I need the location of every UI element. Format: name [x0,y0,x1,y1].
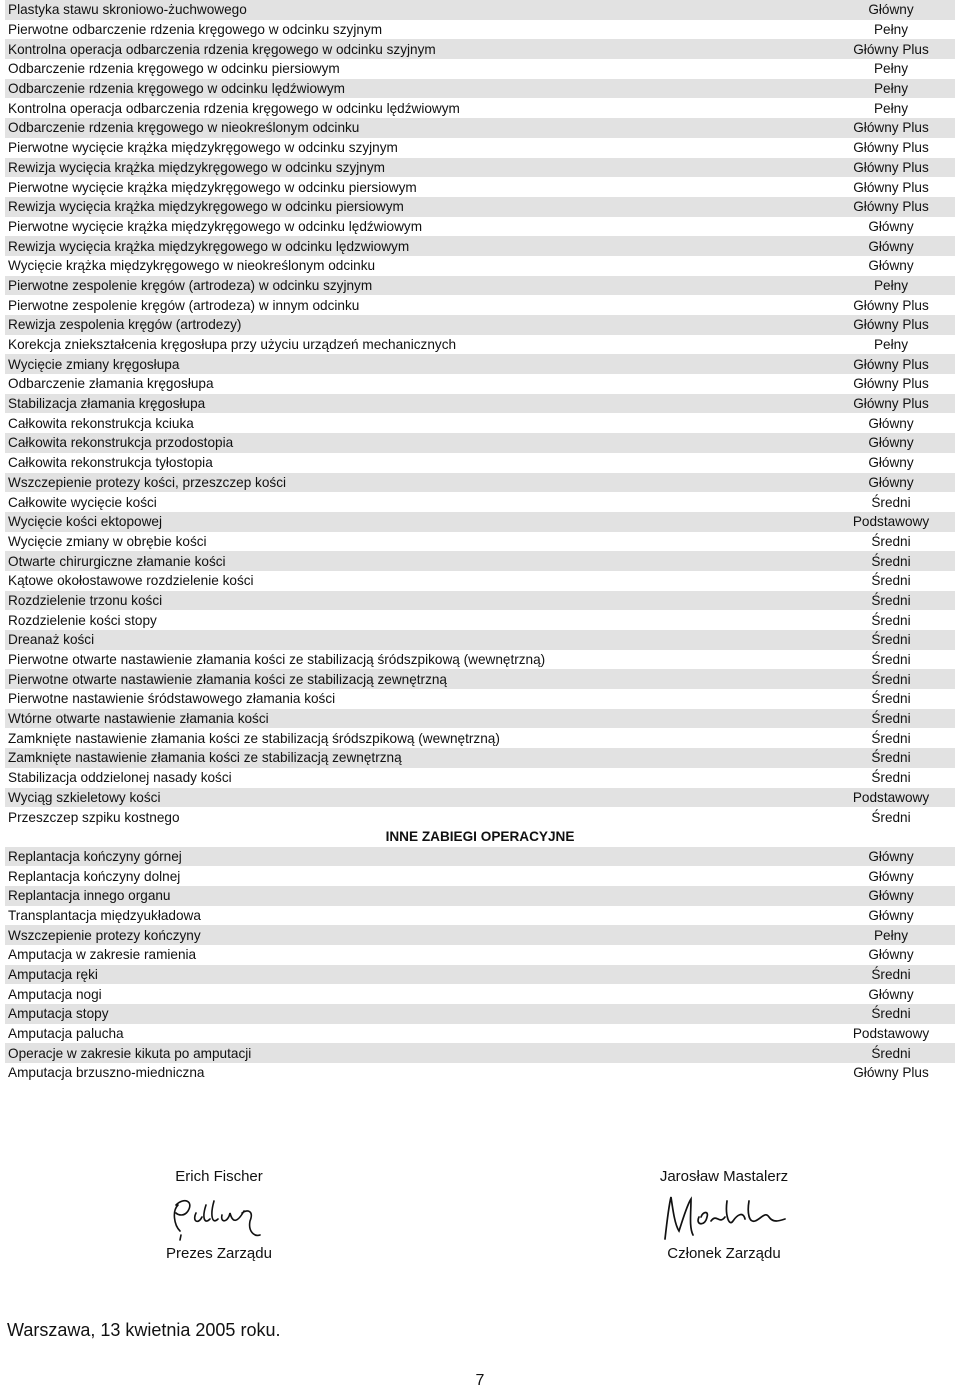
table-row [5,374,955,394]
procedure-name: Replantacja kończyny górnej [8,848,182,864]
procedure-name: Całkowite wycięcie kości [8,494,157,510]
procedure-category: Średni [871,671,911,687]
procedure-category: Pełny [873,22,908,38]
procedure-name: Kontrolna operacja odbarczenia rdzenia kręgowego w odcinku lędźwiowym [8,100,460,116]
procedure-category: Średni [871,770,911,786]
procedure-category: Główny Plus [853,159,929,175]
table-row [5,610,955,630]
table-row [5,532,955,552]
procedure-name: Amputacja ręki [8,967,98,983]
table-row [5,1024,955,1044]
procedures-table [5,0,955,1083]
table-row [5,650,955,670]
procedure-category: Podstawowy [852,789,930,805]
procedure-category: Główny [868,2,914,18]
procedure-name: Wyciąg szkieletowy kości [8,789,161,805]
table-row [5,177,955,197]
procedure-category: Główny [868,888,914,904]
table-row [5,39,955,59]
procedure-category: Główny Plus [853,297,929,313]
table-row [5,256,955,276]
procedure-name: Wycięcie krążka międzykręgowego w nieokreślonym odcinku [8,258,376,274]
table-row [5,866,955,886]
section-heading: INNE ZABIEGI OPERACYJNE [5,827,955,847]
procedure-name: Wszczepienie protezy kończyny [8,927,201,943]
procedure-name: Całkowita rekonstrukcja przodostopia [8,435,234,451]
procedure-name: Amputacja palucha [8,1026,124,1042]
table-row [5,906,955,926]
procedure-category: Główny Plus [853,140,929,156]
signer-name: Erich Fischer [175,1168,263,1185]
procedure-name: Amputacja stopy [8,1006,109,1022]
table-row [5,748,955,768]
procedure-name: Odbarczenie złamania kręgosłupa [8,376,214,392]
table-row [5,236,955,256]
procedure-name: Zamknięte nastawienie złamania kości ze stabilizacją śródszpikową (wewnętrzną) [8,730,500,746]
procedure-category: Średni [871,494,911,510]
table-row [5,945,955,965]
table-row [5,788,955,808]
procedure-name: Operacje w zakresie kikuta po amputacji [8,1045,252,1061]
procedure-name: Pierwotne wycięcie krążka międzykręgowego w odcinku lędźwiowym [8,218,423,234]
table-row [5,925,955,945]
procedure-name: Transplantacja międzyukładowa [8,907,201,923]
procedure-category: Główny Plus [853,1065,929,1081]
handwritten-signature [164,1191,274,1243]
procedure-name: Pierwotne otwarte nastawienie złamania kości ze stabilizacją śródszpikową (wewnętrzną) [8,652,546,668]
table-row [5,20,955,40]
procedure-category: Główny Plus [853,376,929,392]
procedure-category: Główny [868,986,914,1002]
table-row [5,276,955,296]
table-row [5,295,955,315]
procedure-category: Główny Plus [853,179,929,195]
procedure-name: Odbarczenie rdzenia kręgowego w nieokreślonym odcinku [8,120,360,136]
table-row [5,512,955,532]
procedure-category: Główny [868,435,914,451]
procedure-category: Pełny [873,337,908,353]
procedure-name: Rozdzielenie kości stopy [8,612,157,628]
procedure-category: Średni [871,612,911,628]
procedure-category: Główny [868,868,914,884]
procedure-category: Pełny [873,277,908,293]
procedure-category: Średni [871,632,911,648]
table-row [5,0,955,20]
procedure-name: Stabilizacja złamania kręgosłupa [8,396,206,412]
table-row [5,630,955,650]
procedure-category: Główny [868,474,914,490]
table-row [5,551,955,571]
procedure-category: Pełny [873,927,908,943]
procedure-category: Średni [871,592,911,608]
procedure-name: Amputacja brzuszno-miedniczna [8,1065,205,1081]
table-row [5,158,955,178]
place-and-date: Warszawa, 13 kwietnia 2005 roku. [7,1320,281,1340]
procedure-name: Wycięcie zmiany kręgosłupa [8,356,180,372]
procedure-name: Pierwotne wycięcie krążka międzykręgowego w odcinku szyjnym [8,140,398,156]
signer-role: Prezes Zarządu [166,1245,272,1262]
table-row [5,59,955,79]
procedure-category: Pełny [873,81,908,97]
procedure-category: Główny Plus [853,199,929,215]
table-row [5,768,955,788]
procedure-name: Całkowita rekonstrukcja kciuka [8,415,194,431]
procedure-category: Średni [871,1045,911,1061]
signature-block-left [109,1168,329,1262]
table-row [5,591,955,611]
procedure-name: Korekcja zniekształcenia kręgosłupa przy użyciu urządzeń mechanicznych [8,337,457,353]
procedure-name: Otwarte chirurgiczne złamanie kości [8,553,226,569]
table-row [5,79,955,99]
table-row [5,315,955,335]
procedure-category: Główny Plus [853,120,929,136]
signature-block-right [614,1168,834,1262]
procedure-name: Odbarczenie rdzenia kręgowego w odcinku lędźwiowym [8,81,345,97]
table-row [5,492,955,512]
procedure-category: Główny [868,455,914,471]
procedure-category: Główny [868,947,914,963]
table-row [5,689,955,709]
procedure-name: Wycięcie zmiany w obrębie kości [8,533,207,549]
table-row [5,1043,955,1063]
procedure-category: Główny Plus [853,396,929,412]
procedure-name: Replantacja kończyny dolnej [8,868,181,884]
procedure-category: Główny [868,848,914,864]
procedure-name: Rewizja zespolenia kręgów (artrodezy) [8,317,242,333]
table-row [5,847,955,867]
table-row [5,138,955,158]
procedure-name: Odbarczenie rdzenia kręgowego w odcinku piersiowym [8,61,340,77]
procedure-category: Główny Plus [853,41,929,57]
table-row [5,98,955,118]
table-row [5,197,955,217]
table-row [5,453,955,473]
procedure-name: Kontrolna operacja odbarczenia rdzenia kręgowego w odcinku szyjnym [8,41,436,57]
procedure-name: Pierwotne otwarte nastawienie złamania kości ze stabilizacją zewnętrzną [8,671,447,687]
table-row [5,413,955,433]
table-row [5,709,955,729]
table-row [5,886,955,906]
table-row [5,433,955,453]
procedure-name: Pierwotne odbarczenie rdzenia kręgowego w odcinku szyjnym [8,22,383,38]
procedure-category: Główny [868,218,914,234]
procedure-category: Średni [871,730,911,746]
handwritten-signature [659,1191,789,1243]
table-row [5,394,955,414]
table-row [5,1063,955,1083]
procedure-category: Średni [871,691,911,707]
procedure-name: Pierwotne zespolenie kręgów (artrodeza) w innym odcinku [8,297,360,313]
procedure-category: Średni [871,711,911,727]
procedure-category: Główny [868,258,914,274]
table-row [5,473,955,493]
table-row [5,965,955,985]
procedure-name: Pierwotne nastawienie śródstawowego złamania kości [8,691,336,707]
table-row [5,354,955,374]
table-row [5,807,955,827]
procedure-category: Średni [871,967,911,983]
table-row [5,118,955,138]
procedure-category: Główny [868,238,914,254]
procedure-name: Rewizja wycięcia krążka międzykręgowego w odcinku lędzwiowym [8,238,410,254]
table-row [5,728,955,748]
procedure-name: Zamknięte nastawienie złamania kości ze stabilizacją zewnętrzną [8,750,402,766]
procedure-name: Amputacja w zakresie ramienia [8,947,197,963]
procedure-name: Przeszczep szpiku kostnego [8,809,180,825]
procedure-category: Średni [871,573,911,589]
table-row [5,217,955,237]
procedure-category: Średni [871,809,911,825]
procedure-name: Pierwotne zespolenie kręgów (artrodeza) w odcinku szyjnym [8,277,373,293]
signer-role: Członek Zarządu [667,1245,781,1262]
page-number: 7 [475,1372,485,1389]
procedure-category: Pełny [873,100,908,116]
signer-name: Jarosław Mastalerz [659,1168,789,1185]
procedure-category: Podstawowy [852,514,930,530]
procedure-name: Wtórne otwarte nastawienie złamania kości [8,711,269,727]
procedure-name: Amputacja nogi [8,986,102,1002]
procedure-name: Całkowita rekonstrukcja tyłostopia [8,455,213,471]
procedure-name: Rozdzielenie trzonu kości [8,592,163,608]
table-row [5,571,955,591]
procedure-name: Rewizja wycięcia krążka międzykręgowego w odcinku szyjnym [8,159,385,175]
procedure-name: Wszczepienie protezy kości, przeszczep kości [8,474,287,490]
procedure-category: Główny Plus [853,317,929,333]
procedure-category: Średni [871,553,911,569]
procedure-category: Główny [868,415,914,431]
procedure-category: Średni [871,533,911,549]
procedure-name: Kątowe okołostawowe rozdzielenie kości [8,573,254,589]
procedure-category: Główny [868,907,914,923]
procedure-name: Rewizja wycięcia krążka międzykręgowego w odcinku piersiowym [8,199,404,215]
table-row [5,1004,955,1024]
procedure-category: Podstawowy [852,1026,930,1042]
procedure-name: Pierwotne wycięcie krążka międzykręgowego w odcinku piersiowym [8,179,417,195]
procedure-name: Wycięcie kości ektopowej [8,514,162,530]
procedure-name: Stabilizacja oddzielonej nasady kości [8,770,232,786]
procedure-category: Średni [871,1006,911,1022]
procedure-name: Dreanaż kości [8,632,95,648]
table-row [5,669,955,689]
procedure-category: Główny Plus [853,356,929,372]
procedure-category: Średni [871,652,911,668]
table-row [5,335,955,355]
procedure-name: Plastyka stawu skroniowo-żuchwowego [8,2,247,18]
procedure-category: Pełny [873,61,908,77]
procedure-category: Średni [871,750,911,766]
table-row [5,984,955,1004]
procedure-name: Replantacja innego organu [8,888,171,904]
